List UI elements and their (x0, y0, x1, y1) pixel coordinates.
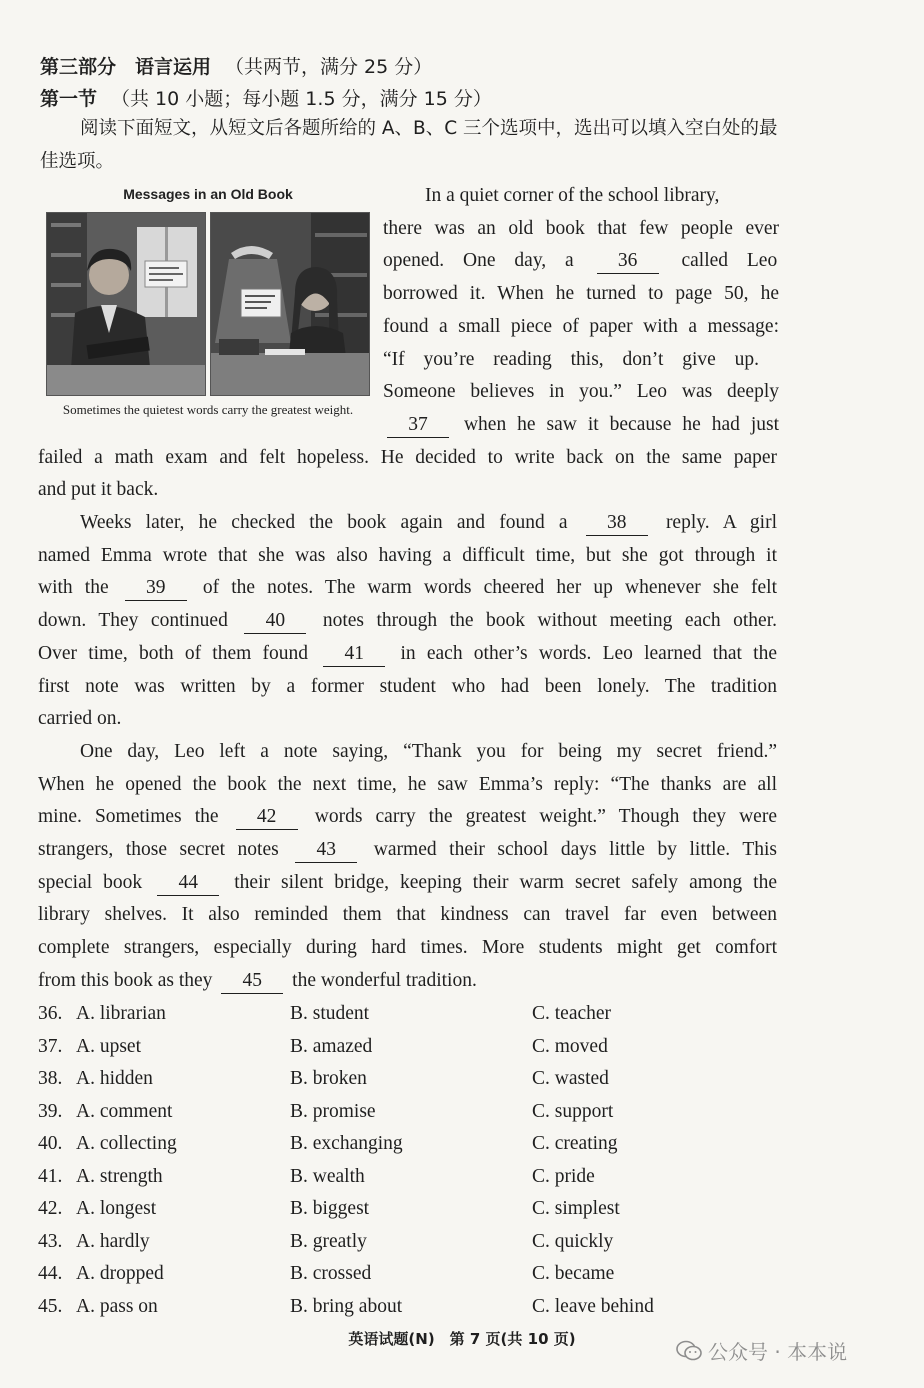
passage-line (38, 572, 777, 604)
passage-line (38, 703, 121, 735)
passage-text: the wonderful tradition. (287, 969, 477, 991)
passage-line (383, 213, 779, 245)
passage-text: of the notes. The warm words cheered her up whenever she felt (190, 577, 777, 599)
question-number: 36. (38, 1003, 63, 1024)
passage-text: “If you’re reading this, don’t give up. (383, 348, 760, 370)
question-number: 38. (38, 1068, 63, 1089)
subsection-heading-note: （共 10 小题；每小题 1.5 分，满分 15 分） (111, 88, 492, 110)
wechat-icon (676, 1340, 702, 1367)
option-b[interactable]: B. greatly (290, 1230, 367, 1252)
option-b[interactable]: B. broken (290, 1068, 367, 1089)
question-row (38, 1096, 738, 1128)
page-footer: 英语试题(N) 第 7 页(共 10 页) (348, 1330, 576, 1348)
blank-37[interactable]: 37 (387, 413, 449, 438)
question-row (38, 998, 738, 1030)
passage-line (383, 311, 779, 343)
option-b[interactable]: B. amazed (290, 1035, 373, 1057)
passage-text: words carry the greatest weight.” Though they were (301, 806, 777, 828)
section-heading-main: 第三部分 语言运用 (40, 56, 212, 78)
passage-text: found a small piece of paper with a message: (383, 315, 779, 337)
question-number: 41. (38, 1165, 63, 1187)
passage-line (383, 376, 779, 408)
passage-text: strangers, those secret notes (38, 839, 292, 860)
passage-line (38, 474, 158, 506)
option-a[interactable]: A. pass on (76, 1295, 158, 1317)
illustration-panel-boy (46, 212, 206, 396)
question-row (38, 1291, 738, 1323)
option-c[interactable]: C. moved (532, 1035, 608, 1057)
option-a[interactable]: A. hardly (76, 1230, 150, 1252)
passage-line (38, 899, 777, 931)
blank-39[interactable]: 39 (125, 576, 187, 601)
passage-text: In a quiet corner of the school library, (425, 185, 720, 206)
option-a[interactable]: A. longest (76, 1198, 157, 1219)
question-number: 44. (38, 1263, 63, 1284)
option-c[interactable]: C. quickly (532, 1230, 614, 1252)
subsection-heading-main: 第一节 (40, 88, 98, 110)
illustration-panel-girl (210, 212, 370, 396)
passage-text: carried on. (38, 708, 122, 730)
passage-line (38, 540, 777, 572)
passage-line (383, 344, 759, 376)
passage-text: in each other’s words. Leo learned that the (389, 642, 777, 664)
passage-line (383, 409, 779, 441)
passage-text: there was an old book that few people ever (383, 217, 779, 239)
question-row (38, 1063, 738, 1095)
passage-text: named Emma wrote that she was also having a difficult time, but she got through it (38, 544, 777, 566)
passage-text: opened. One day, a (383, 250, 593, 272)
figure-title: Messages in an Old Book (123, 186, 293, 202)
passage-line (38, 965, 477, 997)
option-a[interactable]: A. hidden (76, 1068, 153, 1089)
option-c[interactable]: C. support (532, 1100, 614, 1122)
option-a[interactable]: A. dropped (76, 1263, 164, 1284)
question-number: 39. (38, 1100, 63, 1122)
passage-text: first note was written by a former student who had been lonely. The tradition (38, 675, 777, 697)
passage-text: borrowed it. When he turned to page 50, he (383, 283, 779, 305)
question-number: 40. (38, 1133, 63, 1154)
option-a[interactable]: A. upset (76, 1035, 141, 1057)
passage-text: Weeks later, he checked the book again and found a (80, 512, 582, 533)
passage-text: when he saw it because he had just (453, 413, 779, 435)
passage-line (38, 442, 777, 474)
passage-line (80, 507, 777, 539)
illustration (40, 180, 376, 430)
passage-text: notes through the book without meeting each other. (310, 610, 778, 632)
passage-text: from this book as they (38, 969, 218, 991)
passage-line (425, 180, 719, 212)
passage-text: called Leo (662, 250, 778, 272)
option-b[interactable]: B. bring about (290, 1295, 403, 1317)
option-c[interactable]: C. became (532, 1263, 615, 1284)
passage-text: warmed their school days little by little. This (361, 839, 777, 860)
blank-40[interactable]: 40 (244, 609, 306, 634)
passage-line (38, 638, 777, 670)
blank-42[interactable]: 42 (236, 805, 298, 830)
passage-line (38, 867, 777, 899)
passage-line (38, 769, 777, 801)
passage-text: and put it back. (38, 479, 159, 501)
option-c[interactable]: C. leave behind (532, 1295, 654, 1317)
watermark (676, 1336, 847, 1366)
passage-text: mine. Sometimes the (38, 806, 232, 828)
question-row (38, 1031, 738, 1063)
option-a[interactable]: A. collecting (76, 1133, 177, 1154)
blank-43[interactable]: 43 (295, 838, 357, 863)
option-b[interactable]: B. student (290, 1003, 370, 1024)
blank-44[interactable]: 44 (157, 871, 219, 896)
question-row (38, 1226, 738, 1258)
instructions: 阅读下面短文，从短文后各题所给的 A、B、C 三个选项中，选出可以填入空白处的最佳选项。 (40, 118, 778, 172)
watermark-text: 公众号 · 本本说 (708, 1340, 848, 1364)
question-number: 37. (38, 1035, 63, 1057)
option-b[interactable]: B. crossed (290, 1263, 372, 1284)
option-b[interactable]: B. exchanging (290, 1133, 403, 1154)
passage-text: complete strangers, especially during hard times. More students might get comfort (38, 937, 777, 959)
blank-41[interactable]: 41 (323, 642, 385, 667)
passage-text: with the (38, 577, 121, 599)
question-number: 45. (38, 1295, 63, 1317)
figure-caption: Sometimes the quietest words carry the greatest weight. (62, 402, 354, 417)
passage-line (38, 932, 777, 964)
passage-text: When he opened the book the next time, he saw Emma’s reply: “The thanks are all (38, 773, 777, 795)
passage-line (38, 834, 777, 866)
option-a[interactable]: A. librarian (76, 1003, 166, 1024)
question-row (38, 1128, 738, 1160)
passage-text: Someone believes in you.” Leo was deeply (383, 381, 779, 403)
option-b[interactable]: B. promise (290, 1100, 376, 1122)
passage-line (38, 671, 777, 703)
question-row (38, 1193, 738, 1225)
passage-text: failed a math exam and felt hopeless. He decided to write back on the same paper (38, 446, 777, 468)
option-b[interactable]: B. wealth (290, 1165, 365, 1187)
section-heading-note: （共两节，满分 25 分） (225, 56, 433, 78)
option-c[interactable]: C. wasted (532, 1068, 609, 1089)
blank-38[interactable]: 38 (586, 511, 648, 536)
passage-line (38, 801, 777, 833)
option-c[interactable]: C. creating (532, 1133, 618, 1154)
option-c[interactable]: C. teacher (532, 1003, 612, 1024)
question-number: 42. (38, 1198, 63, 1219)
subsection-heading (40, 84, 492, 111)
passage-line (38, 605, 777, 637)
passage-text: reply. A girl (651, 512, 778, 533)
blank-36[interactable]: 36 (597, 249, 659, 274)
passage-line (383, 245, 777, 277)
blank-45[interactable]: 45 (221, 969, 283, 994)
option-c[interactable]: C. simplest (532, 1198, 620, 1219)
option-b[interactable]: B. biggest (290, 1198, 370, 1219)
passage-text: Over time, both of them found (38, 642, 320, 664)
passage-text: down. They continued (38, 610, 241, 632)
passage-text: One day, Leo left a note saying, “Thank you for being my secret friend.” (80, 740, 777, 762)
option-c[interactable]: C. pride (532, 1165, 595, 1187)
question-number: 43. (38, 1230, 63, 1252)
passage-line (383, 278, 779, 310)
passage-text: their silent bridge, keeping their warm secret safely among the (223, 871, 777, 893)
section-heading (40, 52, 432, 79)
passage-text: special book (38, 871, 154, 893)
passage-text: library shelves. It also reminded them that kindness can travel far even between (38, 904, 777, 926)
option-a[interactable]: A. comment (76, 1100, 173, 1122)
passage-line (80, 736, 777, 768)
question-row (38, 1161, 738, 1193)
question-row (38, 1258, 738, 1290)
option-a[interactable]: A. strength (76, 1165, 163, 1187)
